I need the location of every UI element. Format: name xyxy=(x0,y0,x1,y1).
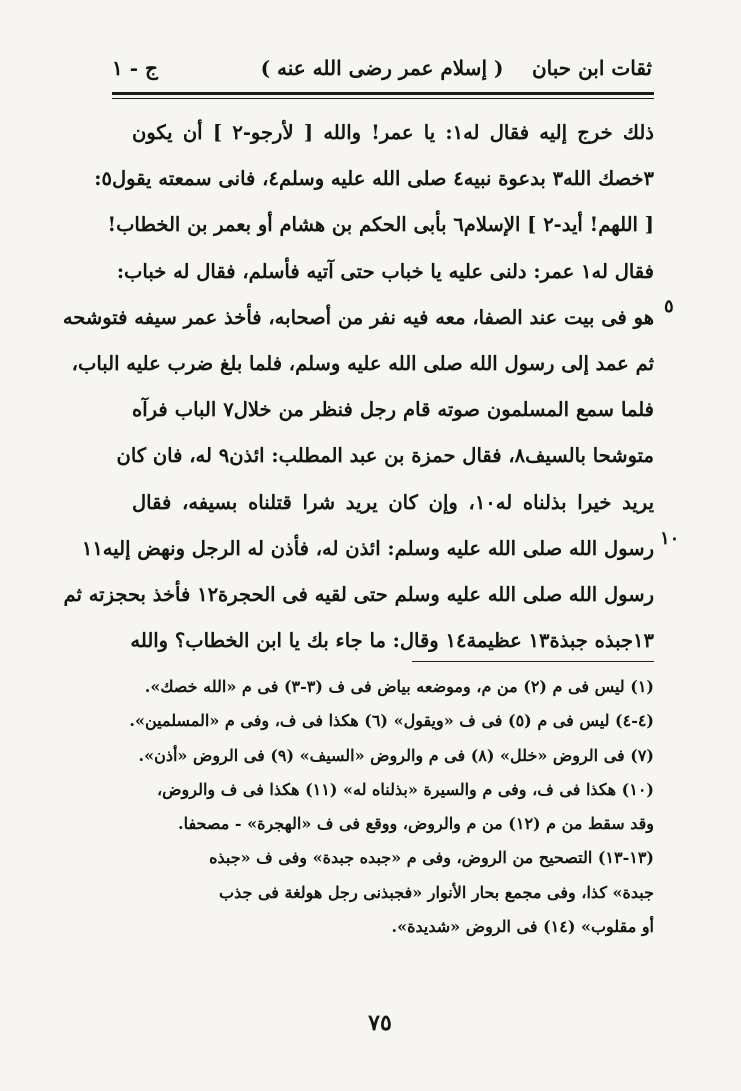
text-line: ١٣جبذه جبذة١٣ عظيمة١٤ وقال: ما جاء بك يا ابن الخطاب؟ والله xyxy=(130,629,654,653)
volume-label: ج - ١ xyxy=(112,56,158,80)
book-title: ثقات ابن حبان xyxy=(531,56,652,80)
text-line: هو فى بيت عند الصفا، معه فيه نفر من أصحابه، فأخذ عمر سيفه فتوشحه xyxy=(62,305,654,329)
line-number-5: ٥ xyxy=(664,296,674,317)
footnote-line: وقد سقط من م (١٢) من م والروض، ووقع فى ف «الهجرة» - مصحفا. xyxy=(178,814,654,834)
main-text xyxy=(62,110,654,664)
footnote-line: أو مقلوب» (١٤) فى الروض «شديدة». xyxy=(391,917,654,937)
header-rule-thin xyxy=(112,98,654,99)
text-line: ثم عمد إلى رسول الله صلى الله عليه وسلم، فلما بلغ ضرب عليه الباب، xyxy=(71,351,654,375)
footnote-line: (١٠) هكذا فى ف، وفى م والسيرة «بذلناه له» (١١) هكذا فى ف والروض، xyxy=(157,779,654,799)
text-line: ذلك خرج إليه فقال له١: يا عمر! والله [ لأرجو-٢ ] أن يكون xyxy=(132,121,654,144)
page-number: ٧٥ xyxy=(368,1010,392,1036)
running-header xyxy=(112,56,652,90)
footnote-line: (٤-٤) ليس فى م (٥) فى ف «ويقول» (٦) هكذا فى ف، وفى م «المسلمين». xyxy=(129,711,654,731)
footnote-line: (١٣-١٣) التصحيح من الروض، وفى م «جبده جبدة» وفى ف «جبذه xyxy=(209,848,654,868)
footnote-separator xyxy=(412,661,654,662)
text-line: يريد خيرا بذلناه له١٠، وإن كان يريد شرا قتلناه بسيفه، فقال xyxy=(132,490,654,514)
text-line: رسول الله صلى الله عليه وسلم: ائذن له، فأذن له الرجل ونهض إليه١١ xyxy=(81,536,654,560)
text-line: رسول الله صلى الله عليه وسلم حتى لقيه فى الحجرة١٢ فأخذ بحجزته ثم xyxy=(63,582,654,606)
line-number-10: ١٠ xyxy=(660,528,680,549)
text-line: ٣خصك الله٣ بدعوة نبيه٤ صلى الله عليه وسلم٤، فانى سمعته يقول٥: xyxy=(94,167,654,191)
footnote-line: (٧) فى الروض «خلل» (٨) فى م والروض «السيف» (٩) فى الروض «أذن». xyxy=(138,745,654,765)
text-line: [ اللهم! أيد-٢ ] الإسلام٦ بأبى الحكم بن هشام أو بعمر بن الخطاب! xyxy=(107,213,654,237)
section-title: ( إسلام عمر رضى الله عنه ) xyxy=(260,56,504,80)
footnote-line: جبدة» كذا، وفى مجمع بحار الأنوار «فجبذنى رجل هولغة فى جذب xyxy=(219,882,654,902)
text-line: فلما سمع المسلمون صوته قام رجل فنظر من خلال٧ الباب فرآه xyxy=(132,398,654,422)
text-line: فقال له١ عمر: دلنى عليه يا خباب حتى آتيه فأسلم، فقال له خباب: xyxy=(116,259,654,283)
text-line: متوشحا بالسيف٨، فقال حمزة بن عبد المطلب: ائذن٩ له، فان كان xyxy=(116,444,654,468)
header-rule-thick xyxy=(112,92,654,95)
footnote-line: (١) ليس فى م (٢) من م، وموضعه بياض فى ف (٣-٣) فى م «الله خصك». xyxy=(144,677,654,696)
footnotes xyxy=(129,670,654,944)
